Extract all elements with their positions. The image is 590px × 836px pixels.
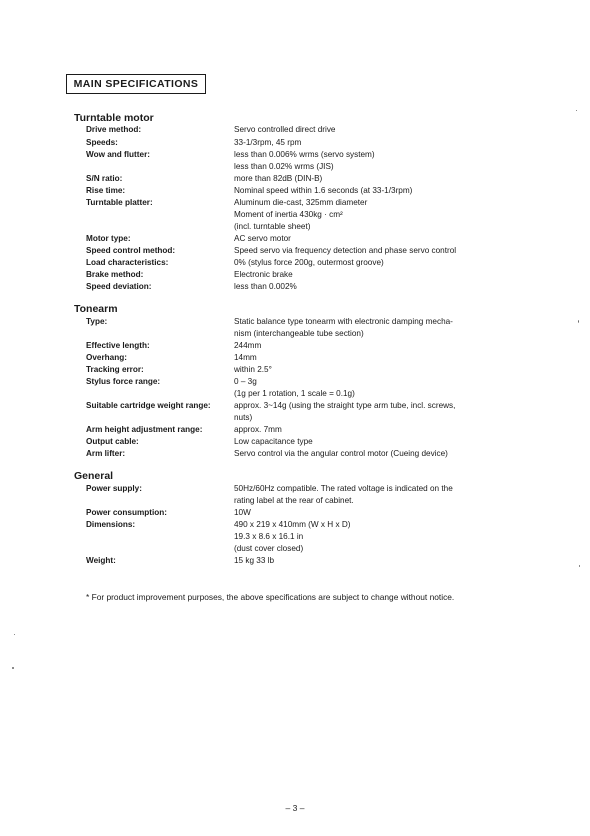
value-platter-note: (incl. turntable sheet) (234, 222, 311, 231)
label-speed-control: Speed control method: (86, 246, 176, 255)
label-speed-deviation: Speed deviation: (86, 282, 152, 291)
label-arm-height: Arm height adjustment range: (86, 425, 203, 434)
label-output-cable: Output cable: (86, 437, 139, 446)
scan-speck (12, 667, 14, 669)
label-drive-method: Drive method: (86, 125, 142, 134)
value-power-supply-line1: 50Hz/60Hz compatible. The rated voltage is indicated on the (234, 484, 453, 493)
value-type-line2: nism (interchangeable tube section) (234, 329, 364, 338)
value-arm-lifter: Servo control via the angular control motor (Cueing device) (234, 449, 448, 458)
section-title-general: General (74, 470, 114, 482)
value-brake-method: Electronic brake (234, 270, 293, 279)
label-wow-flutter: Wow and flutter: (86, 150, 150, 159)
value-speed-control: Speed servo via frequency detection and phase servo control (234, 246, 457, 255)
value-stylus-force-note: (1g per 1 rotation, 1 scale = 0.1g) (234, 389, 355, 398)
value-wow-flutter-jis: less than 0.02% wrms (JIS) (234, 162, 334, 171)
value-tracking-error: within 2.5° (234, 365, 272, 374)
main-specifications-title: MAIN SPECIFICATIONS (66, 74, 206, 94)
value-arm-height: approx. 7mm (234, 425, 282, 434)
label-rise-time: Rise time: (86, 186, 126, 195)
label-dimensions: Dimensions: (86, 520, 136, 529)
scan-speck (578, 320, 579, 323)
scan-speck (579, 565, 580, 567)
value-drive-method: Servo controlled direct drive (234, 125, 336, 134)
label-stylus-force: Stylus force range: (86, 377, 161, 386)
label-brake-method: Brake method: (86, 270, 144, 279)
value-output-cable: Low capacitance type (234, 437, 313, 446)
value-speeds: 33-1/3rpm, 45 rpm (234, 138, 302, 147)
scan-speck (576, 110, 577, 111)
value-motor-type: AC servo motor (234, 234, 291, 243)
value-type-line1: Static balance type tonearm with electronic damping mecha- (234, 317, 453, 326)
value-sn-ratio: more than 82dB (DIN-B) (234, 174, 323, 183)
value-power-consumption: 10W (234, 508, 251, 517)
page-number: – 3 – (285, 803, 305, 813)
scan-speck (14, 634, 15, 635)
value-weight: 15 kg 33 lb (234, 556, 275, 565)
value-platter-inertia: Moment of inertia 430kg · cm² (234, 210, 343, 219)
value-effective-length: 244mm (234, 341, 262, 350)
value-dimensions-note: (dust cover closed) (234, 544, 304, 553)
value-cartridge-weight-line1: approx. 3~14g (using the straight type arm tube, incl. screws, (234, 401, 456, 410)
value-wow-flutter-servo: less than 0.006% wrms (servo system) (234, 150, 375, 159)
value-load-characteristics: 0% (stylus force 200g, outermost groove) (234, 258, 384, 267)
label-arm-lifter: Arm lifter: (86, 449, 126, 458)
section-title-tonearm: Tonearm (74, 303, 118, 315)
label-weight: Weight: (86, 556, 116, 565)
value-overhang: 14mm (234, 353, 257, 362)
value-platter-material: Aluminum die-cast, 325mm diameter (234, 198, 368, 207)
section-title-turntable: Turntable motor (74, 112, 154, 124)
value-stylus-force: 0 – 3g (234, 377, 257, 386)
label-load-characteristics: Load characteristics: (86, 258, 169, 267)
footnote: * For product improvement purposes, the above specifications are subject to change without notice. (86, 592, 455, 602)
label-sn-ratio: S/N ratio: (86, 174, 123, 183)
label-tracking-error: Tracking error: (86, 365, 144, 374)
label-speeds: Speeds: (86, 138, 118, 147)
value-power-supply-line2: rating label at the rear of cabinet. (234, 496, 354, 505)
label-power-supply: Power supply: (86, 484, 142, 493)
value-cartridge-weight-line2: nuts) (234, 413, 253, 422)
label-overhang: Overhang: (86, 353, 127, 362)
label-type: Type: (86, 317, 108, 326)
value-dimensions-in: 19.3 x 8.6 x 16.1 in (234, 532, 304, 541)
value-dimensions-mm: 490 x 219 x 410mm (W x H x D) (234, 520, 351, 529)
value-speed-deviation: less than 0.002% (234, 282, 297, 291)
label-effective-length: Effective length: (86, 341, 150, 350)
value-rise-time: Nominal speed within 1.6 seconds (at 33-1/3rpm) (234, 186, 413, 195)
label-turntable-platter: Turntable platter: (86, 198, 153, 207)
label-power-consumption: Power consumption: (86, 508, 167, 517)
label-motor-type: Motor type: (86, 234, 131, 243)
label-cartridge-weight: Suitable cartridge weight range: (86, 401, 211, 410)
